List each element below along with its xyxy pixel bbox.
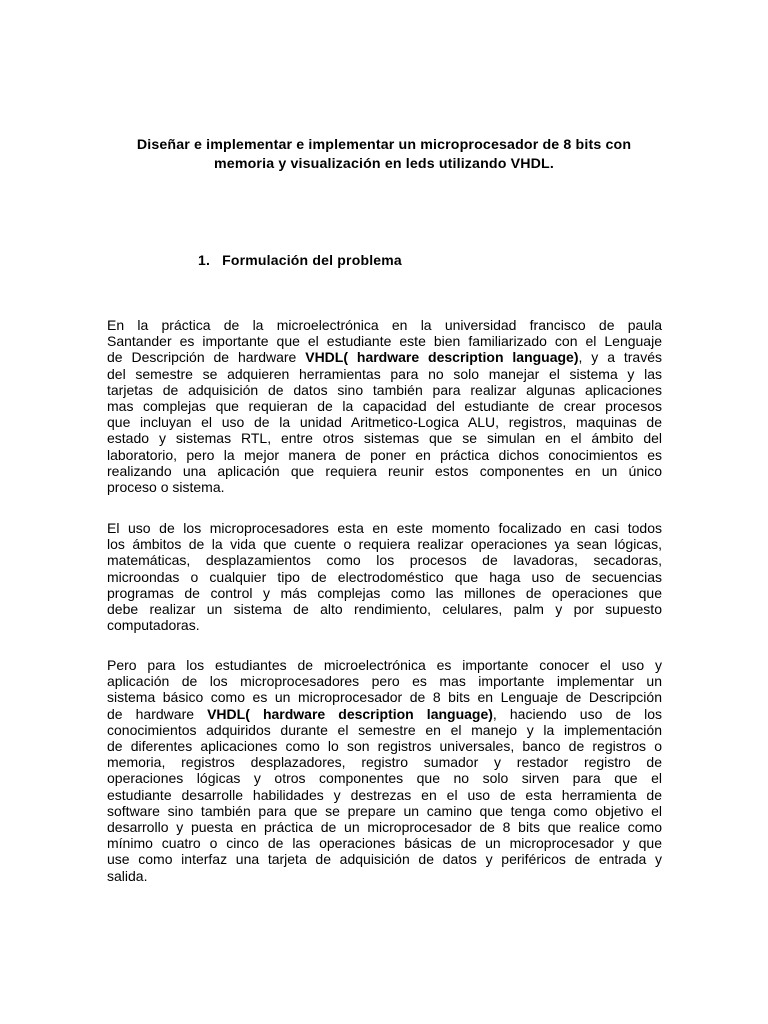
title-line: Diseñar e implementar e implementar un microprocesador de 8 bits con: [136, 137, 632, 153]
text-line: sistema básico como es un microprocesador de 8 bits en Lenguaje de Descripción: [107, 689, 662, 706]
text-line: mínimo cuatro o cinco de las operaciones básicas de un microprocesador y que: [107, 835, 662, 852]
text-run: de hardware: [107, 705, 208, 722]
text-line: [107, 706, 662, 722]
text-line: estudiante desarrolle habilidades y destrezas en el uso de esta herramienta de: [107, 786, 662, 803]
text-line: En la práctica de la microelectrónica en la universidad francisco de paula: [107, 317, 662, 333]
text-line: de diferentes aplicaciones como lo son registros universales, banco de registros o: [107, 738, 662, 755]
text-line: laboratorio, pero la mejor manera de poner en práctica dichos conocimientos es: [107, 446, 662, 463]
text-run: , y a través: [578, 349, 662, 366]
bold-term: VHDL( hardware description language): [305, 349, 579, 366]
text-line: del semestre se adquieren herramientas para no solo manejar el sistema y las: [107, 365, 662, 382]
text-line: programas de control y más complejas como las millones de operaciones que: [107, 584, 662, 601]
text-line: Pero para los estudiantes de microelectrónica es importante conocer el uso y: [107, 657, 662, 673]
text-line: matemáticas, desplazamientos como los procesos de lavadoras, secadoras,: [107, 552, 662, 569]
text-line: proceso o sistema.: [107, 479, 225, 496]
text-line: desarrollo y puesta en práctica de un microprocesador de 8 bits que realice como: [107, 819, 662, 836]
text-line: use como interfaz una tarjeta de adquisición de datos y periféricos de entrada y: [107, 851, 662, 868]
text-line: microondas o cualquier tipo de electrodoméstico que haga uso de secuencias: [107, 568, 662, 585]
text-line: estado y sistemas RTL, entre otros sistemas que se simulan en el ámbito del: [107, 430, 662, 447]
text-line: salida.: [107, 867, 148, 884]
bold-term: VHDL( hardware description language): [207, 705, 493, 722]
text-line: que incluyan el uso de la unidad Aritmetico-Logica ALU, registros, maquinas de: [107, 414, 662, 431]
text-line: [107, 349, 662, 365]
document-title: [100, 136, 668, 174]
text-line: Santander es importante que el estudiante este bien familiarizado con el Lenguaje: [107, 333, 662, 350]
text-line: debe realizar un sistema de alto rendimiento, celulares, palm y por supuesto: [107, 601, 662, 618]
text-line: software sino también para que se prepare un camino que tenga como objetivo el: [107, 802, 662, 819]
text-line: computadoras.: [107, 617, 200, 634]
text-run: , haciendo uso de los: [492, 705, 662, 722]
text-line: aplicación de los microprocesadores pero es mas importante implementar un: [107, 673, 662, 690]
section-title: Formulación del problema: [222, 252, 402, 268]
text-line: conocimientos adquiridos durante el semestre en el manejo y la implementación: [107, 721, 662, 738]
section-heading: [198, 251, 402, 269]
text-line: tarjetas de adquisición de datos sino también para realizar algunas aplicaciones: [107, 381, 662, 398]
text-line: los ámbitos de la vida que cuente o requiera realizar operaciones ya sean lógicas,: [107, 536, 662, 553]
text-run: de Descripción de hardware: [107, 349, 306, 366]
paragraph-2: [107, 520, 662, 633]
text-line: mas complejas que requieran de la capacidad del estudiante de crear procesos: [107, 398, 662, 415]
text-line: El uso de los microprocesadores esta en este momento focalizado en casi todos: [107, 520, 662, 536]
paragraph-1: [107, 317, 662, 495]
text-line: realizando una aplicación que requiera reunir estos componentes en un único: [107, 462, 662, 479]
section-number: 1.: [198, 252, 211, 268]
text-line: memoria, registros desplazadores, registro sumador y restador registro de: [107, 754, 662, 771]
title-line: memoria y visualización en leds utilizando VHDL.: [214, 156, 554, 172]
paragraph-3: [107, 657, 662, 884]
text-line: operaciones lógicas y otros componentes que no solo sirven para que el: [107, 770, 662, 787]
